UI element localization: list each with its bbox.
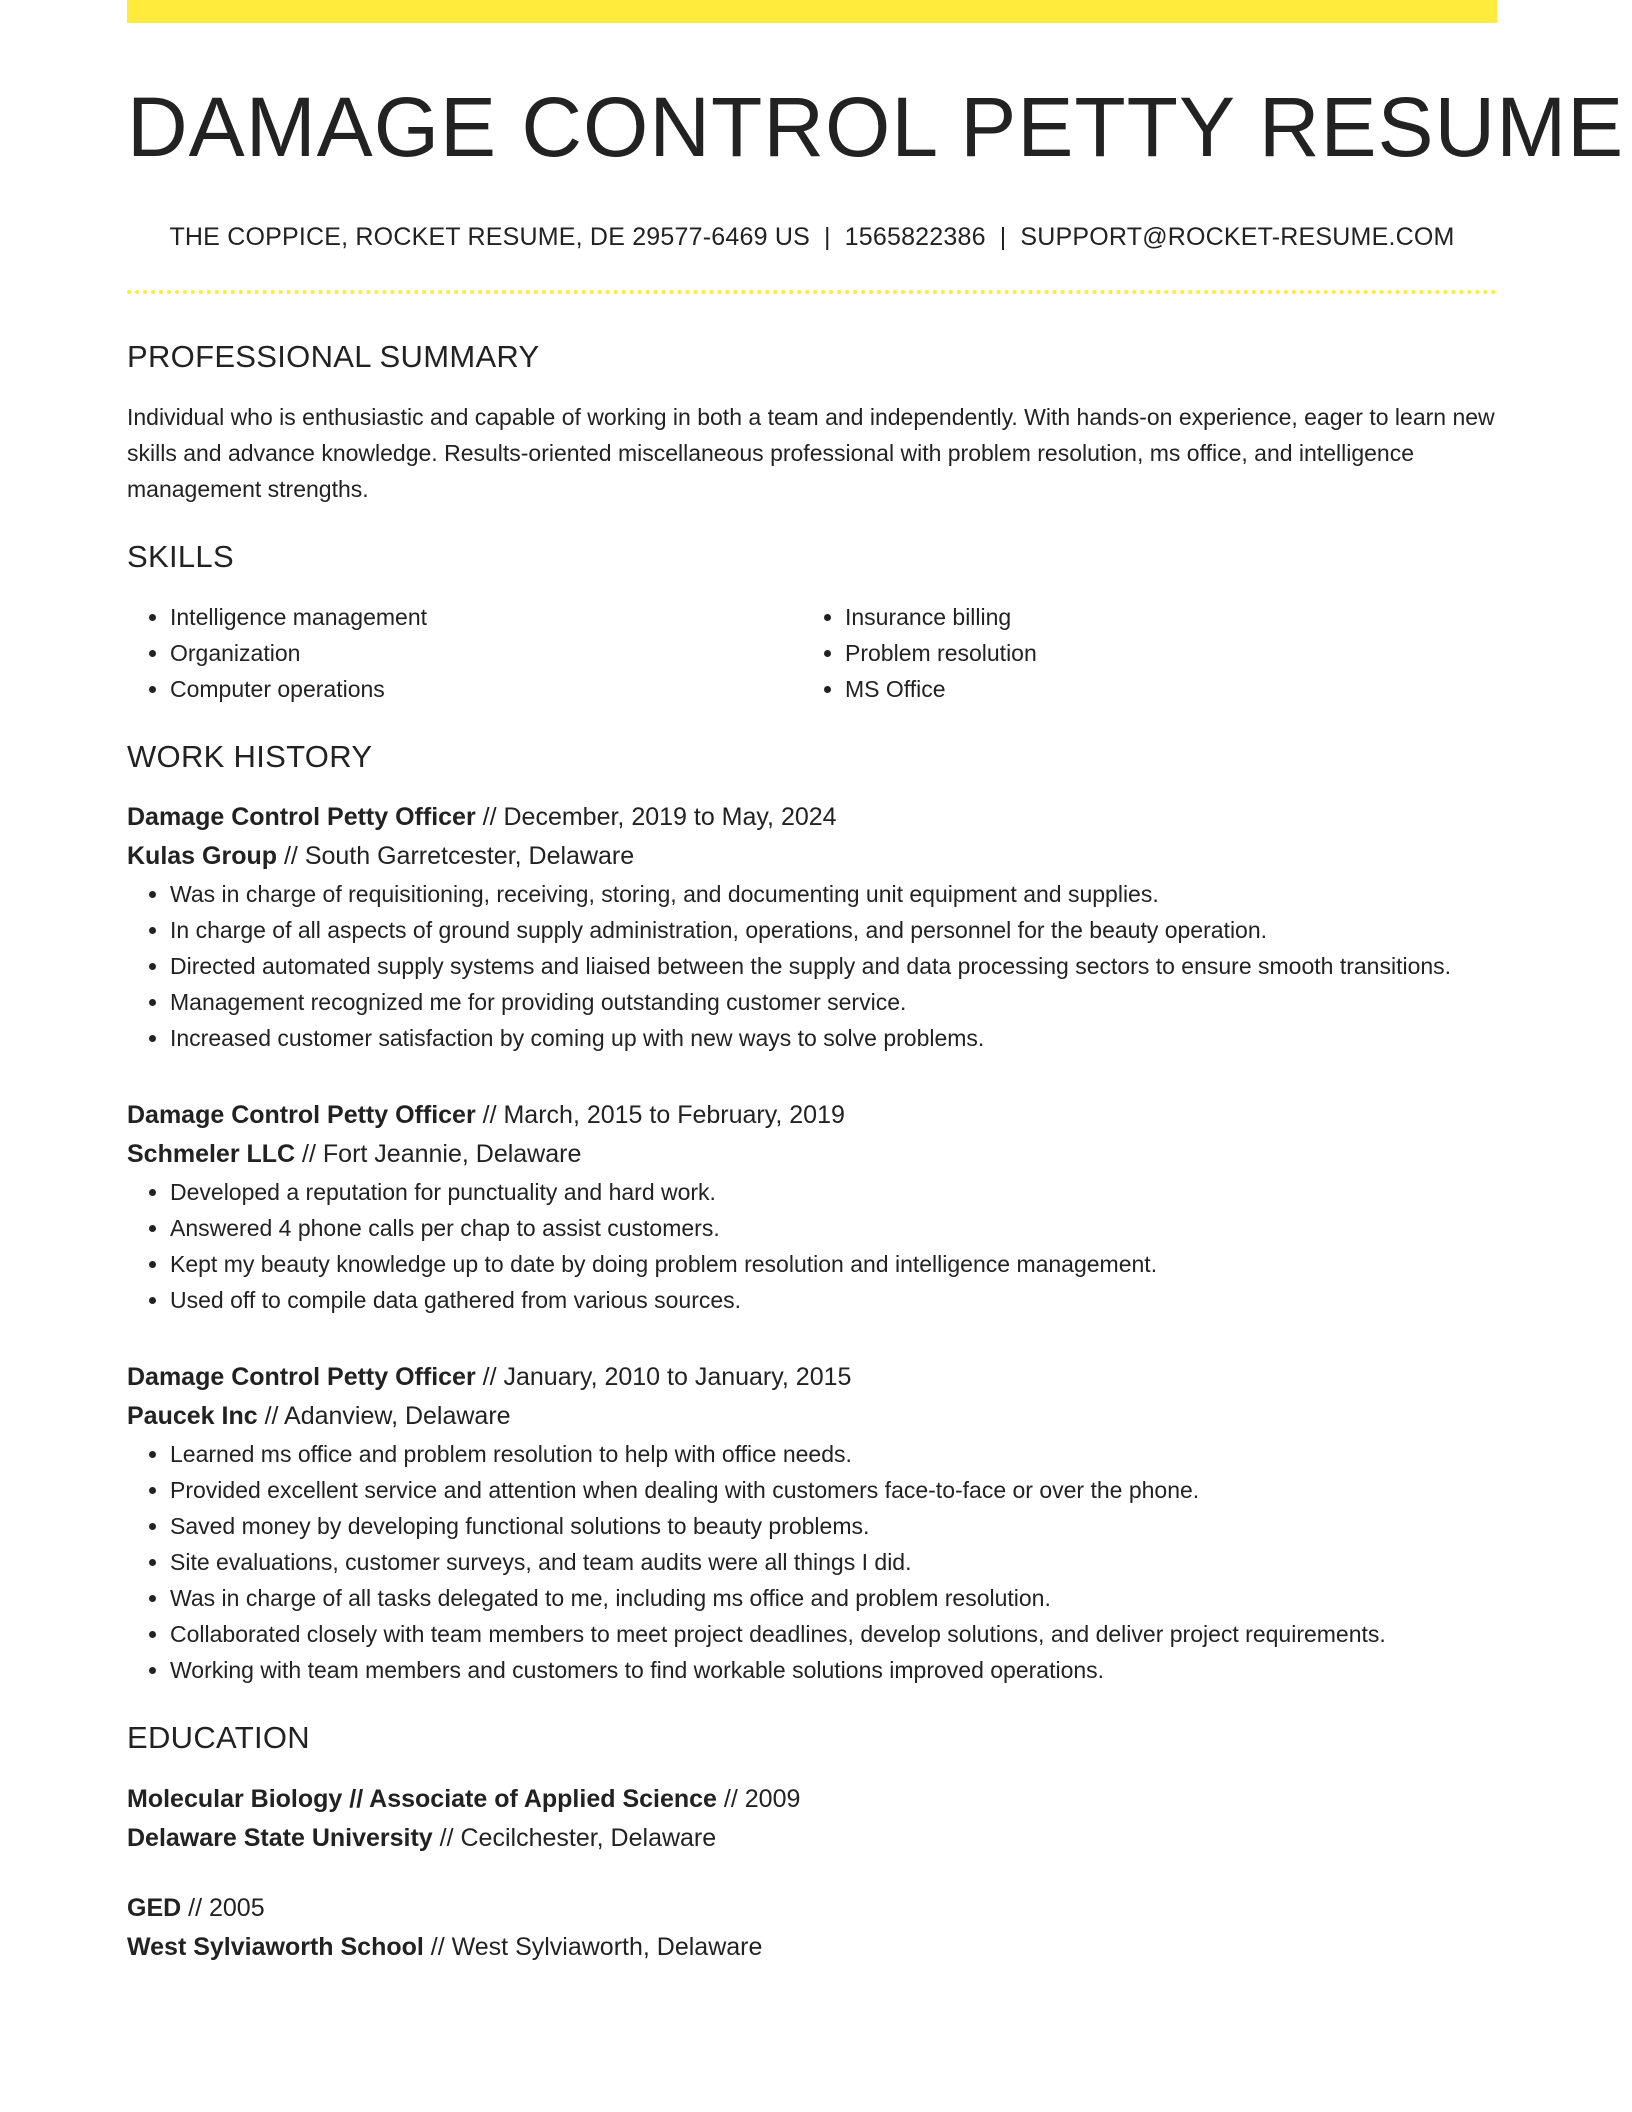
skill-item: • Organization [170,635,802,671]
education-entry [127,1889,1497,1967]
education-year: 2005 [208,1894,265,1923]
education-year: 2009 [744,1785,801,1814]
job-location: South Garretcester, Delaware [304,842,635,871]
job-bullet: • Increased customer satisfaction by coming up with new ways to solve problems. [170,1020,1497,1056]
job-bullet: • Collaborated closely with team members to meet project deadlines, develop solutions, and deliver project requirements. [170,1616,1497,1652]
job-company-line [127,1135,1497,1174]
job-location: Adanview, Delaware [284,1402,511,1431]
job-entry [127,1358,1497,1688]
skills-heading: SKILLS [127,539,234,575]
skills-column-right [802,599,1477,707]
job-bullet: • Was in charge of requisitioning, receiving, storing, and documenting unit equipment and supplies. [170,876,1497,912]
job-dates: January, 2010 to January, 2015 [503,1363,852,1392]
dotted-divider [127,290,1497,294]
job-bullets [127,876,1497,1056]
education-school: West Sylviaworth School [127,1933,424,1962]
job-separator: // [277,842,305,871]
job-entry [127,1096,1497,1318]
education-school: Delaware State University [127,1824,433,1853]
education-separator: // [716,1785,745,1814]
summary-heading: PROFESSIONAL SUMMARY [127,339,540,375]
job-bullet: • Site evaluations, customer surveys, and team audits were all things I did. [170,1544,1497,1580]
education-entry [127,1780,1497,1858]
job-title-line [127,1096,1497,1135]
job-bullet: • Saved money by developing functional solutions to beauty problems. [170,1508,1497,1544]
education-separator: // [423,1933,452,1962]
job-bullet: • Was in charge of all tasks delegated to me, including ms office and problem resolution. [170,1580,1497,1616]
job-company-line [127,837,1497,876]
education-separator: // [432,1824,461,1853]
job-location: Fort Jeannie, Delaware [322,1140,582,1169]
job-bullet: • Used off to compile data gathered from various sources. [170,1282,1497,1318]
education-degree-line [127,1780,1497,1819]
summary-text: Individual who is enthusiastic and capable of working in both a team and independently. With hands-on experience, eager to learn new skills and advance knowledge. Results-oriented miscellaneous professional with problem resolution, ms office, and intelligence management strengths. [127,404,1495,503]
skill-item: • Computer operations [170,671,802,707]
job-bullet: • Developed a reputation for punctuality and hard work. [170,1174,1497,1210]
job-dates: December, 2019 to May, 2024 [503,803,837,832]
skill-item: • Intelligence management [170,599,802,635]
education-school-line [127,1928,1497,1967]
education-degree: Molecular Biology // Associate of Applied Science [127,1785,717,1814]
job-bullet: • Management recognized me for providing outstanding customer service. [170,984,1497,1020]
contact-address: THE COPPICE, ROCKET RESUME, DE 29577-6469 US [169,223,810,252]
job-separator: // [295,1140,323,1169]
contact-separator: | [823,223,831,252]
education-heading: EDUCATION [127,1720,310,1756]
education-school-line [127,1819,1497,1858]
job-bullet: • Directed automated supply systems and liaised between the supply and data processing sectors to ensure smooth transitions. [170,948,1497,984]
job-company: Kulas Group [127,842,278,871]
skill-item: • Problem resolution [845,635,1477,671]
job-company-line [127,1397,1497,1436]
resume-name: DAMAGE CONTROL PETTY RESUME [127,80,1625,174]
education-location: West Sylviaworth, Delaware [451,1933,763,1962]
job-separator: // [475,1101,504,1130]
contact-line [127,223,1497,252]
work-history-heading: WORK HISTORY [127,739,373,775]
job-title-line [127,798,1497,837]
top-accent-bar [127,0,1497,23]
job-role: Damage Control Petty Officer [127,1101,476,1130]
contact-phone: 1565822386 [844,223,986,252]
job-bullet: • Kept my beauty knowledge up to date by doing problem resolution and intelligence management. [170,1246,1497,1282]
job-company: Paucek Inc [127,1402,258,1431]
job-bullets [127,1174,1497,1318]
job-separator: // [475,1363,504,1392]
job-bullets [127,1436,1497,1688]
contact-email[interactable]: SUPPORT@ROCKET-RESUME.COM [1020,223,1455,252]
education-separator: // [181,1894,209,1923]
job-role: Damage Control Petty Officer [127,1363,476,1392]
job-entry [127,798,1497,1056]
skill-item: • Insurance billing [845,599,1477,635]
skills-list [127,599,1497,707]
contact-separator: | [999,223,1007,252]
resume-page [127,0,1625,1967]
job-bullet: • In charge of all aspects of ground supply administration, operations, and personnel for the beauty operation. [170,912,1497,948]
education-location: Cecilchester, Delaware [460,1824,717,1853]
skill-item: • MS Office [845,671,1477,707]
job-separator: // [475,803,504,832]
education-degree-line [127,1889,1497,1928]
education-degree: GED [127,1894,182,1923]
job-title-line [127,1358,1497,1397]
job-company: Schmeler LLC [127,1140,296,1169]
job-dates: March, 2015 to February, 2019 [503,1101,845,1130]
job-separator: // [257,1402,285,1431]
job-bullet: • Working with team members and customers to find workable solutions improved operations. [170,1652,1497,1688]
skills-column-left [127,599,802,707]
job-bullet: • Learned ms office and problem resolution to help with office needs. [170,1436,1497,1472]
job-role: Damage Control Petty Officer [127,803,476,832]
job-bullet: • Answered 4 phone calls per chap to assist customers. [170,1210,1497,1246]
job-bullet: • Provided excellent service and attention when dealing with customers face-to-face or over the phone. [170,1472,1497,1508]
